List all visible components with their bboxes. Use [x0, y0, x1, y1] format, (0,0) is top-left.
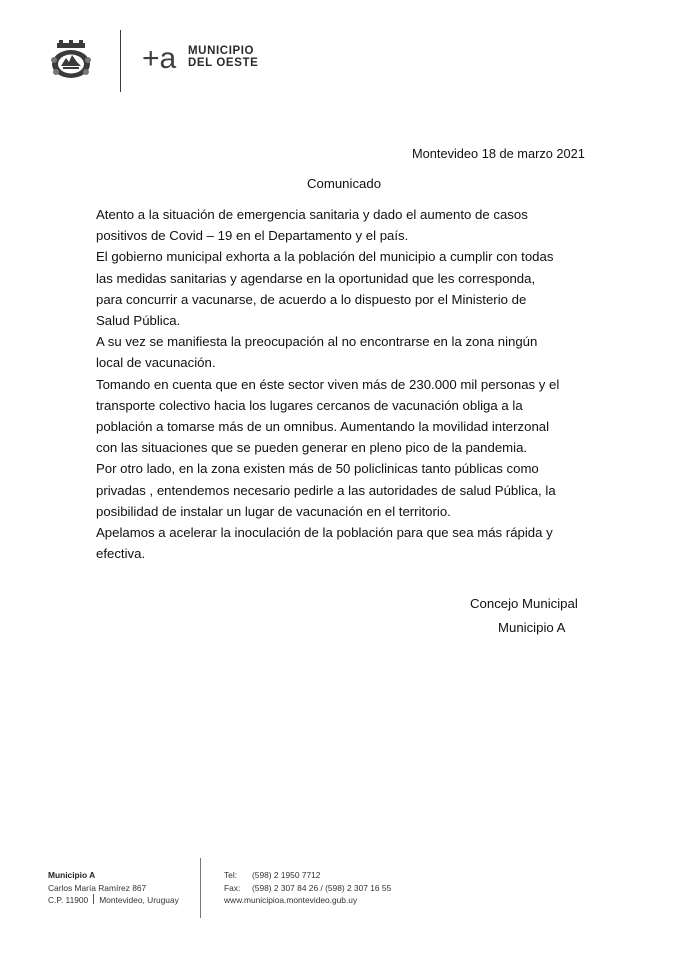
body-line: El gobierno municipal exhorta a la población del municipio a cumplir con todas	[96, 249, 554, 265]
municipal-seal-icon	[48, 40, 94, 80]
footer-fax-label: Fax:	[224, 882, 241, 893]
body-line: A su vez se manifiesta la preocupación al no encontrarse en la zona ningún	[96, 334, 538, 350]
body-line: las medidas sanitarias y agendarse en la oportunidad que les corresponda,	[96, 270, 536, 286]
footer-postal-code: C.P. 11900	[48, 895, 89, 906]
brand-line-2: DEL OESTE	[188, 57, 259, 69]
signature-council: Concejo Municipal	[470, 596, 578, 611]
footer-fax: (598) 2 307 84 26 / (598) 2 307 16 55	[252, 882, 392, 893]
body-line: Por otro lado, en la zona existen más de 50 policlinicas tanto públicas como	[96, 461, 539, 477]
footer-city: Montevideo, Uruguay	[99, 895, 179, 906]
body-line: para concurrir a vacunarse, de acuerdo a lo dispuesto por el Ministerio de	[96, 291, 527, 307]
signature-municipio: Municipio A	[498, 620, 566, 635]
footer-separator	[93, 894, 94, 904]
body-line: Tomando en cuenta que en éste sector viven más de 230.000 mil personas y el	[96, 376, 560, 392]
document-title: Comunicado	[307, 176, 382, 191]
brand-line-1: MUNICIPIO	[188, 45, 255, 57]
document-date: Montevideo 18 de marzo 2021	[412, 146, 585, 161]
document-body	[96, 204, 596, 564]
brand-mark-text: +a	[142, 42, 177, 74]
footer-fax-line	[224, 882, 391, 895]
footer-divider	[200, 858, 201, 918]
body-line: positivos de Covid – 19 en el Departamento y el país.	[96, 228, 409, 244]
brand-name	[188, 45, 258, 69]
footer-contact-block	[224, 869, 391, 907]
footer-address: Carlos María Ramírez 867	[48, 882, 147, 893]
body-line: Salud Pública.	[96, 313, 181, 329]
footer-tel-label: Tel:	[224, 870, 238, 880]
footer-tel-line	[224, 869, 391, 882]
body-line: privadas , entendemos necesario pedirle a las autoridades de salud Pública, la	[96, 482, 556, 498]
body-line: con las situaciones que se pueden generar en pleno pico de la pandemia.	[96, 440, 528, 456]
body-line: local de vacunación.	[96, 355, 216, 371]
body-line: Apelamos a acelerar la inoculación de la población para que sea más rápida y	[96, 525, 553, 541]
body-line: posibilidad de instalar un lugar de vacunación en el territorio.	[96, 503, 451, 519]
footer-tel: (598) 2 1950 7712	[252, 870, 321, 880]
footer-address-block	[48, 869, 179, 907]
body-line: efectiva.	[96, 546, 146, 562]
footer-org-name: Municipio A	[48, 870, 96, 880]
body-line: Atento a la situación de emergencia sanitaria y dado el aumento de casos	[96, 207, 528, 222]
body-line: población a tomarse más de un omnibus. Aumentando la movilidad interzonal	[96, 419, 550, 435]
footer-website[interactable]: www.municipioa.montevideo.gub.uy	[224, 895, 358, 906]
municipio-logo-icon	[142, 40, 184, 74]
body-line: transporte colectivo hacia los lugares cercanos de vacunación obliga a la	[96, 397, 523, 413]
header-divider	[120, 30, 121, 92]
footer-postal-line	[48, 894, 179, 907]
